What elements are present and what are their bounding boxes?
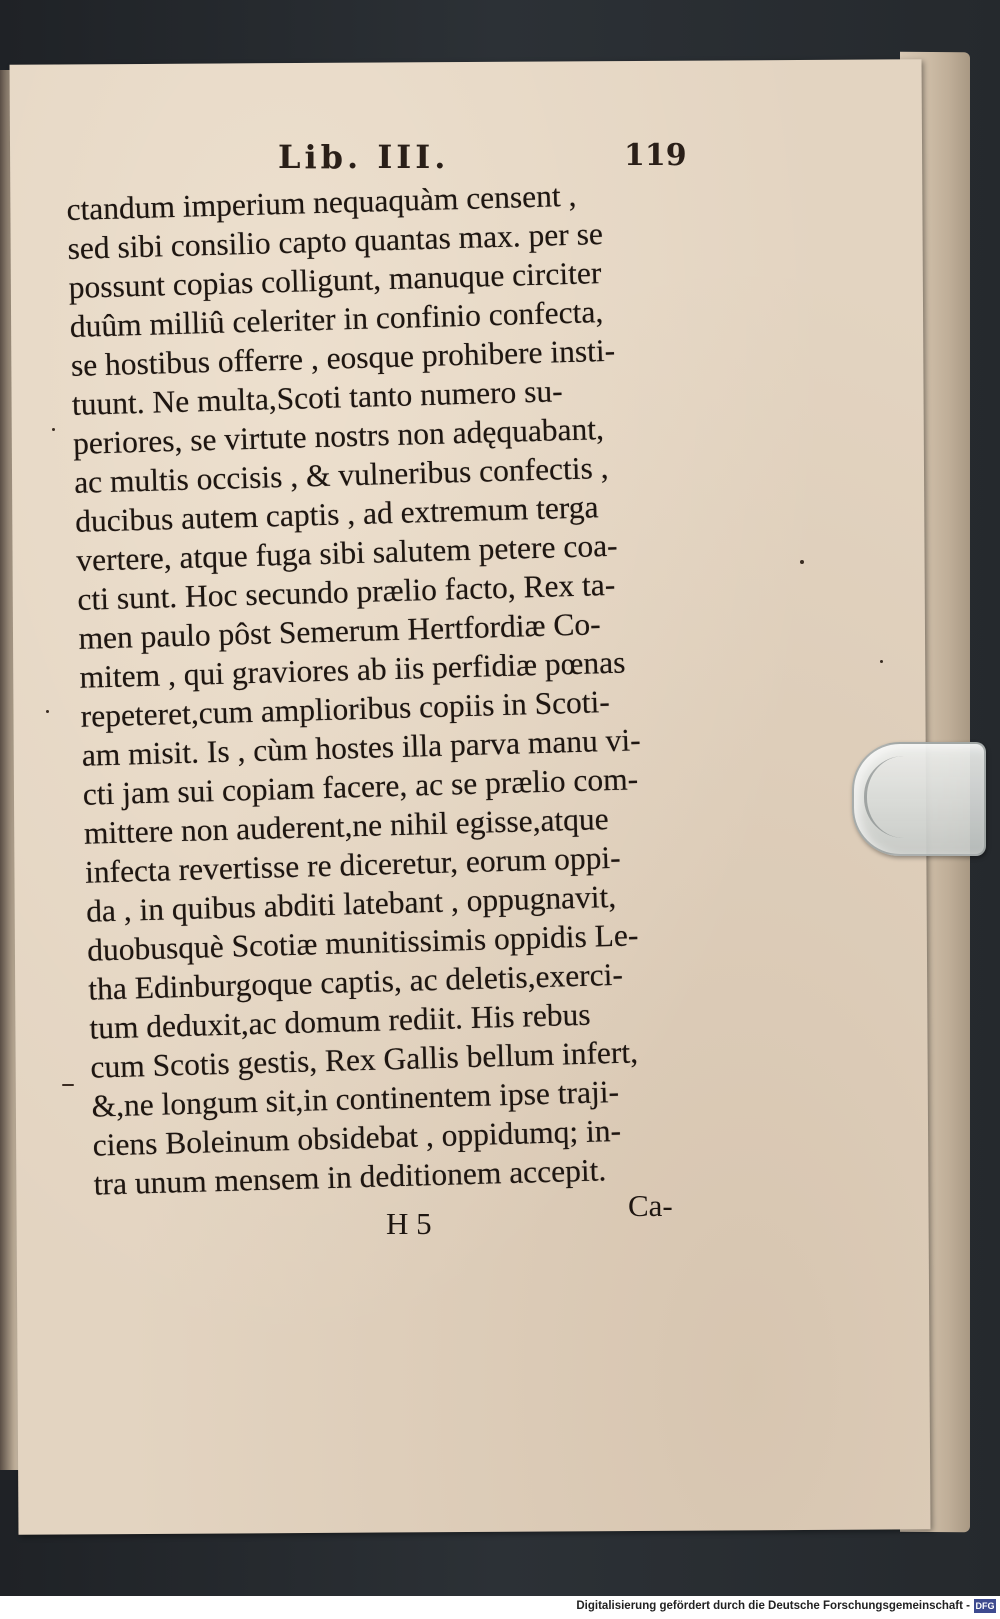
text-line: infecta revertisse re diceretur, eorum oppi-: [84, 839, 622, 890]
text-line: mitem , qui graviores ab iis perfidiæ pœnas: [79, 644, 626, 695]
text-line: cum Scotis gestis, Rex Gallis bellum infert,: [90, 1034, 639, 1085]
page-clip: [852, 742, 986, 856]
text-line: sed sibi consilio capto quantas max. per se: [67, 216, 604, 266]
text-line: tra unum mensem in deditionem accepit.: [93, 1152, 607, 1202]
text-line: possunt copias colligunt, manuque circiter: [68, 255, 602, 305]
text-line: duobusquè Scotiæ munitissimis oppidis Le-: [86, 917, 639, 968]
dfg-logo-icon: DFG: [975, 1601, 995, 1611]
signature-mark: H 5: [386, 1206, 432, 1241]
text-line: vertere, atque fuga sibi salutem petere coa-: [75, 527, 618, 578]
paper-speck: [800, 560, 804, 564]
text-line: ctandum imperium nequaquàm censent ,: [66, 177, 577, 227]
text-line: ciens Boleinum obsidebat , oppidumq; in-: [92, 1112, 622, 1163]
text-line: cti jam sui copiam facere, ac se prælio com-: [82, 761, 639, 812]
text-line: da , in quibus abditi latebant , oppugnavit,: [85, 878, 617, 929]
catchword: Ca-: [628, 1188, 673, 1223]
text-line: tuunt. Ne multa,Scoti tanto numero su-: [71, 373, 564, 422]
text-line: repeteret,cum amplioribus copiis in Scoti-: [80, 684, 611, 734]
text-line: ac multis occisis , & vulneribus confectis ,: [73, 449, 609, 500]
text-line: duûm milliû celeriter in confinio confecta,: [69, 294, 604, 344]
text-line: periores, se virtute nostrs non adęquabant,: [72, 411, 605, 461]
running-head-page-number: 119: [624, 138, 687, 173]
paper-speck: [62, 1084, 74, 1086]
paper-speck: [46, 710, 49, 713]
paper-speck: [52, 428, 55, 431]
running-head-title: Lib. III.: [278, 138, 450, 176]
text-line: am misit. Is , cùm hostes illa parva manu vi-: [81, 722, 642, 773]
paper-speck: [880, 660, 883, 663]
text-line: &,ne longum sit,in continentem ipse traji-: [91, 1073, 620, 1124]
footer-credit: Digitalisierung gefördert durch die Deutsche Forschungsgemeinschaft -: [576, 1600, 970, 1612]
text-line: men paulo pôst Semerum Hertfordiæ Co-: [78, 606, 602, 656]
text-line: ducibus autem captis , ad extremum terga: [74, 489, 599, 539]
text-line: tum deduxit,ac domum rediit. His rebus: [88, 996, 592, 1046]
body-text: [66, 173, 704, 1204]
text-line: cti sunt. Hoc secundo prælio facto, Rex ta-: [76, 566, 616, 617]
text-line: se hostibus offerre , eosque prohibere insti-: [70, 332, 616, 383]
text-line: mittere non auderent,ne nihil egisse,atque: [83, 801, 610, 851]
text-line: tha Edinburgoque captis, ac deletis,exerci-: [87, 956, 624, 1007]
